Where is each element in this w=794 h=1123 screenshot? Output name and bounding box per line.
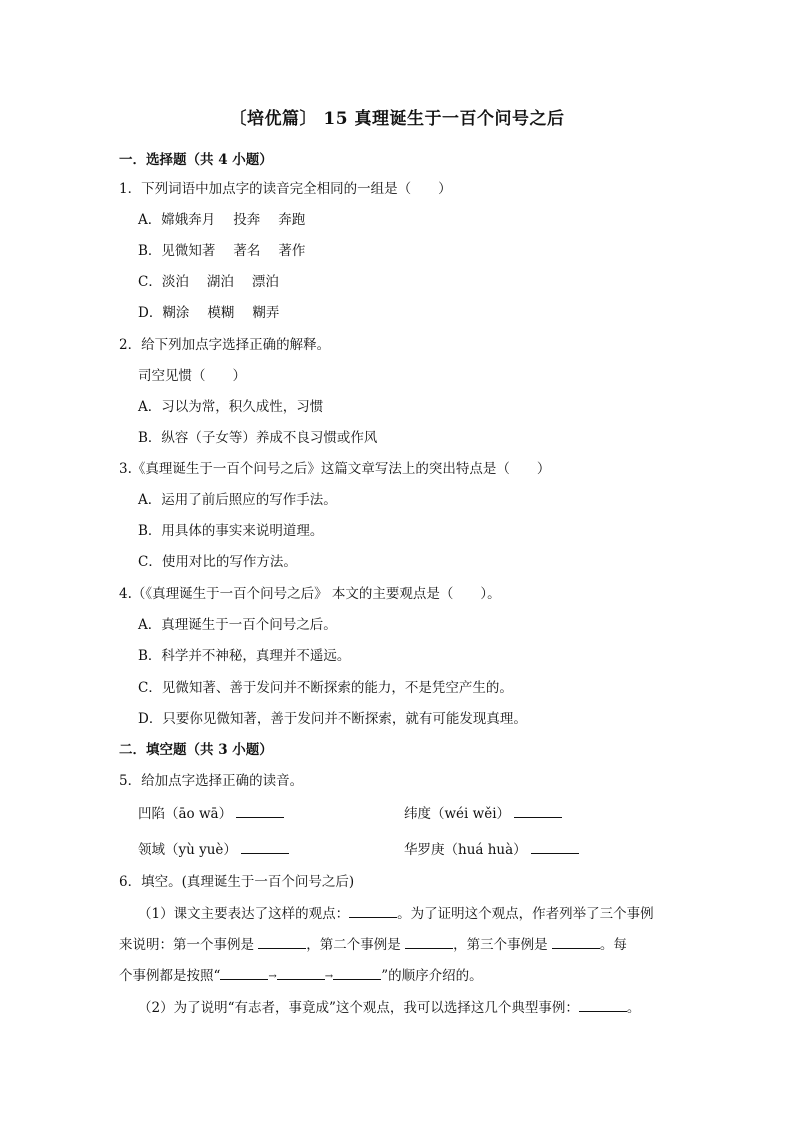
answer-blank[interactable] [258,936,306,949]
question-3-option-c[interactable]: C．使用对比的写作方法。 [138,554,297,570]
answer-blank[interactable] [531,841,579,854]
section-heading-fill: 二．填空题（共 3 小题） [119,742,273,758]
question-6-part-1-line-1: （1）课文主要表达了这样的观点： 。为了证明这个观点，作者列举了三个事例 [138,906,654,922]
question-1-stem: 1．下列词语中加点字的读音完全相同的一组是（ ） [119,181,452,197]
arrow-icon: → [268,971,277,982]
question-5-item-3: 领域（yù yuè） [138,838,289,858]
question-4-option-d[interactable]: D．只要你见微知著，善于发问并不断探索，就有可能发现真理。 [138,711,527,727]
question-4-option-c[interactable]: C．见微知著、善于发问并不断探索的能力，不是凭空产生的。 [138,680,513,696]
answer-blank[interactable] [405,936,453,949]
question-1-option-b[interactable]: B．见微知著 著名 著作 [138,243,306,259]
question-1-option-c[interactable]: C．淡泊 湖泊 漂泊 [138,274,279,290]
answer-blank[interactable] [514,805,562,818]
answer-blank[interactable] [349,905,397,918]
question-5-item-1: 凹陷（āo wā） [138,802,284,822]
question-4-option-b[interactable]: B．科学并不神秘，真理并不遥远。 [138,648,351,664]
question-6-part-1-line-3: 个事例都是按照“ → → ”的顺序介绍的。 [119,968,483,984]
arrow-icon: → [324,971,334,982]
section-heading-choice: 一．选择题（共 4 小题） [119,152,273,168]
question-3-option-a[interactable]: A．运用了前后照应的写作手法。 [138,492,337,508]
question-6-stem: 6．填空。(真理诞生于一百个问号之后) [119,874,355,890]
answer-blank[interactable] [241,841,289,854]
page-title: 〔培优篇〕 15 真理诞生于一百个问号之后 [229,109,565,129]
question-4-stem: 4.（《真理诞生于一百个问号之后》 本文的主要观点是（ ）。 [119,586,501,602]
question-2-option-b[interactable]: B．纵容（子女等）养成不良习惯或作风 [138,430,378,446]
question-3-stem: 3.《真理诞生于一百个问号之后》这篇文章写法上的突出特点是（ ） [119,461,551,477]
question-6-part-2: （2）为了说明“有志者，事竟成”这个观点，我可以选择这几个典型事例： 。 [138,1000,641,1016]
answer-blank[interactable] [579,999,627,1012]
question-1-option-a[interactable]: A．嫦娥奔月 投奔 奔跑 [138,212,306,228]
question-2-stem: 2．给下列加点字选择正确的解释。 [119,337,331,353]
question-1-option-d[interactable]: D．糊涂 模糊 糊弄 [138,305,280,321]
answer-blank[interactable] [277,967,325,980]
answer-blank[interactable] [333,967,381,980]
question-5-item-2: 纬度（wéi wěi） [404,802,562,822]
question-4-option-a[interactable]: A．真理诞生于一百个问号之后。 [138,617,337,633]
question-2-word: 司空见惯（ ） [138,368,246,384]
question-5-item-4: 华罗庚（huá huà） [404,838,579,858]
question-3-option-b[interactable]: B．用具体的事实来说明道理。 [138,523,324,539]
answer-blank[interactable] [220,967,268,980]
answer-blank[interactable] [552,936,600,949]
answer-blank[interactable] [236,805,284,818]
question-2-option-a[interactable]: A．习以为常，积久成性，习惯 [138,399,324,415]
question-5-stem: 5．给加点字选择正确的读音。 [119,773,304,789]
question-6-part-1-line-2: 来说明：第一个事例是 ，第二个事例是 ，第三个事例是 。每 [119,937,627,953]
